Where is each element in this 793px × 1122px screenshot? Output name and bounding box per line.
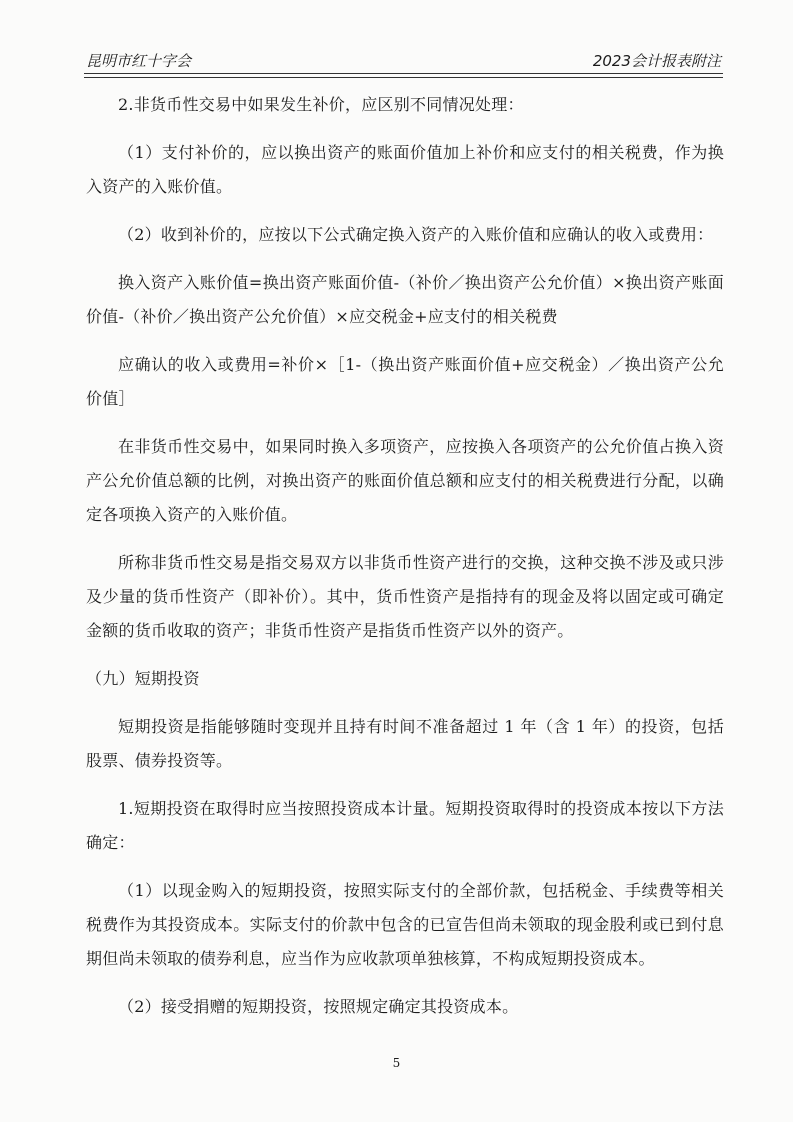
section-heading: （九）短期投资 [86,669,200,688]
paragraph: （2）接受捐赠的短期投资，按照规定确定其投资成本。 [118,997,519,1016]
paragraph: 短期投资是指能够随时变现并且持有时间不准备超过 1 年（含 1 年）的投资，包括股票、债券投资等。 [86,717,724,770]
body-text [86,88,724,1038]
header-organization: 昆明市红十字会 [86,52,192,70]
page-header [86,50,721,72]
paragraph: （1）支付补价的，应以换出资产的账面价值加上补价和应支付的相关税费，作为换入资产的入账价值。 [86,143,724,196]
paragraph: 2.非货币性交易中如果发生补价，应区别不同情况处理： [118,95,524,114]
formula-paragraph: 换入资产入账价值=换出资产账面价值-（补价／换出资产公允价值）×换出资产账面价值-（补价／换出资产公允价值）×应交税金+应支付的相关税费 [86,273,724,326]
paragraph: 所称非货币性交易是指交易双方以非货币性资产进行的交换，这种交换不涉及或只涉及少量的货币性资产（即补价）。其中，货币性资产是指持有的现金及将以固定或可确定金额的货币收取的资产；非货币性资产是指货币性资产以外的资产。 [86,553,724,640]
paragraph: 1.短期投资在取得时应当按照投资成本计量。短期投资取得时的投资成本按以下方法确定： [86,799,724,852]
page-number: 5 [392,1056,401,1070]
header-document-title: 2023会计报表附注 [592,52,721,70]
header-rule [84,73,723,78]
formula-paragraph: 应确认的收入或费用=补价×［1-（换出资产账面价值+应交税金）／换出资产公允价值］ [86,355,724,408]
paragraph: （1）以现金购入的短期投资，按照实际支付的全部价款，包括税金、手续费等相关税费作为其投资成本。实际支付的价款中包含的已宣告但尚未领取的现金股利或已到付息期但尚未领取的债券利息，应当作为应收款项单独核算，不构成短期投资成本。 [86,881,724,968]
paragraph: （2）收到补价的，应按以下公式确定换入资产的入账价值和应确认的收入或费用： [118,225,714,244]
paragraph: 在非货币性交易中，如果同时换入多项资产，应按换入各项资产的公允价值占换入资产公允价值总额的比例，对换出资产的账面价值总额和应支付的相关税费进行分配，以确定各项换入资产的入账价值。 [86,437,724,524]
